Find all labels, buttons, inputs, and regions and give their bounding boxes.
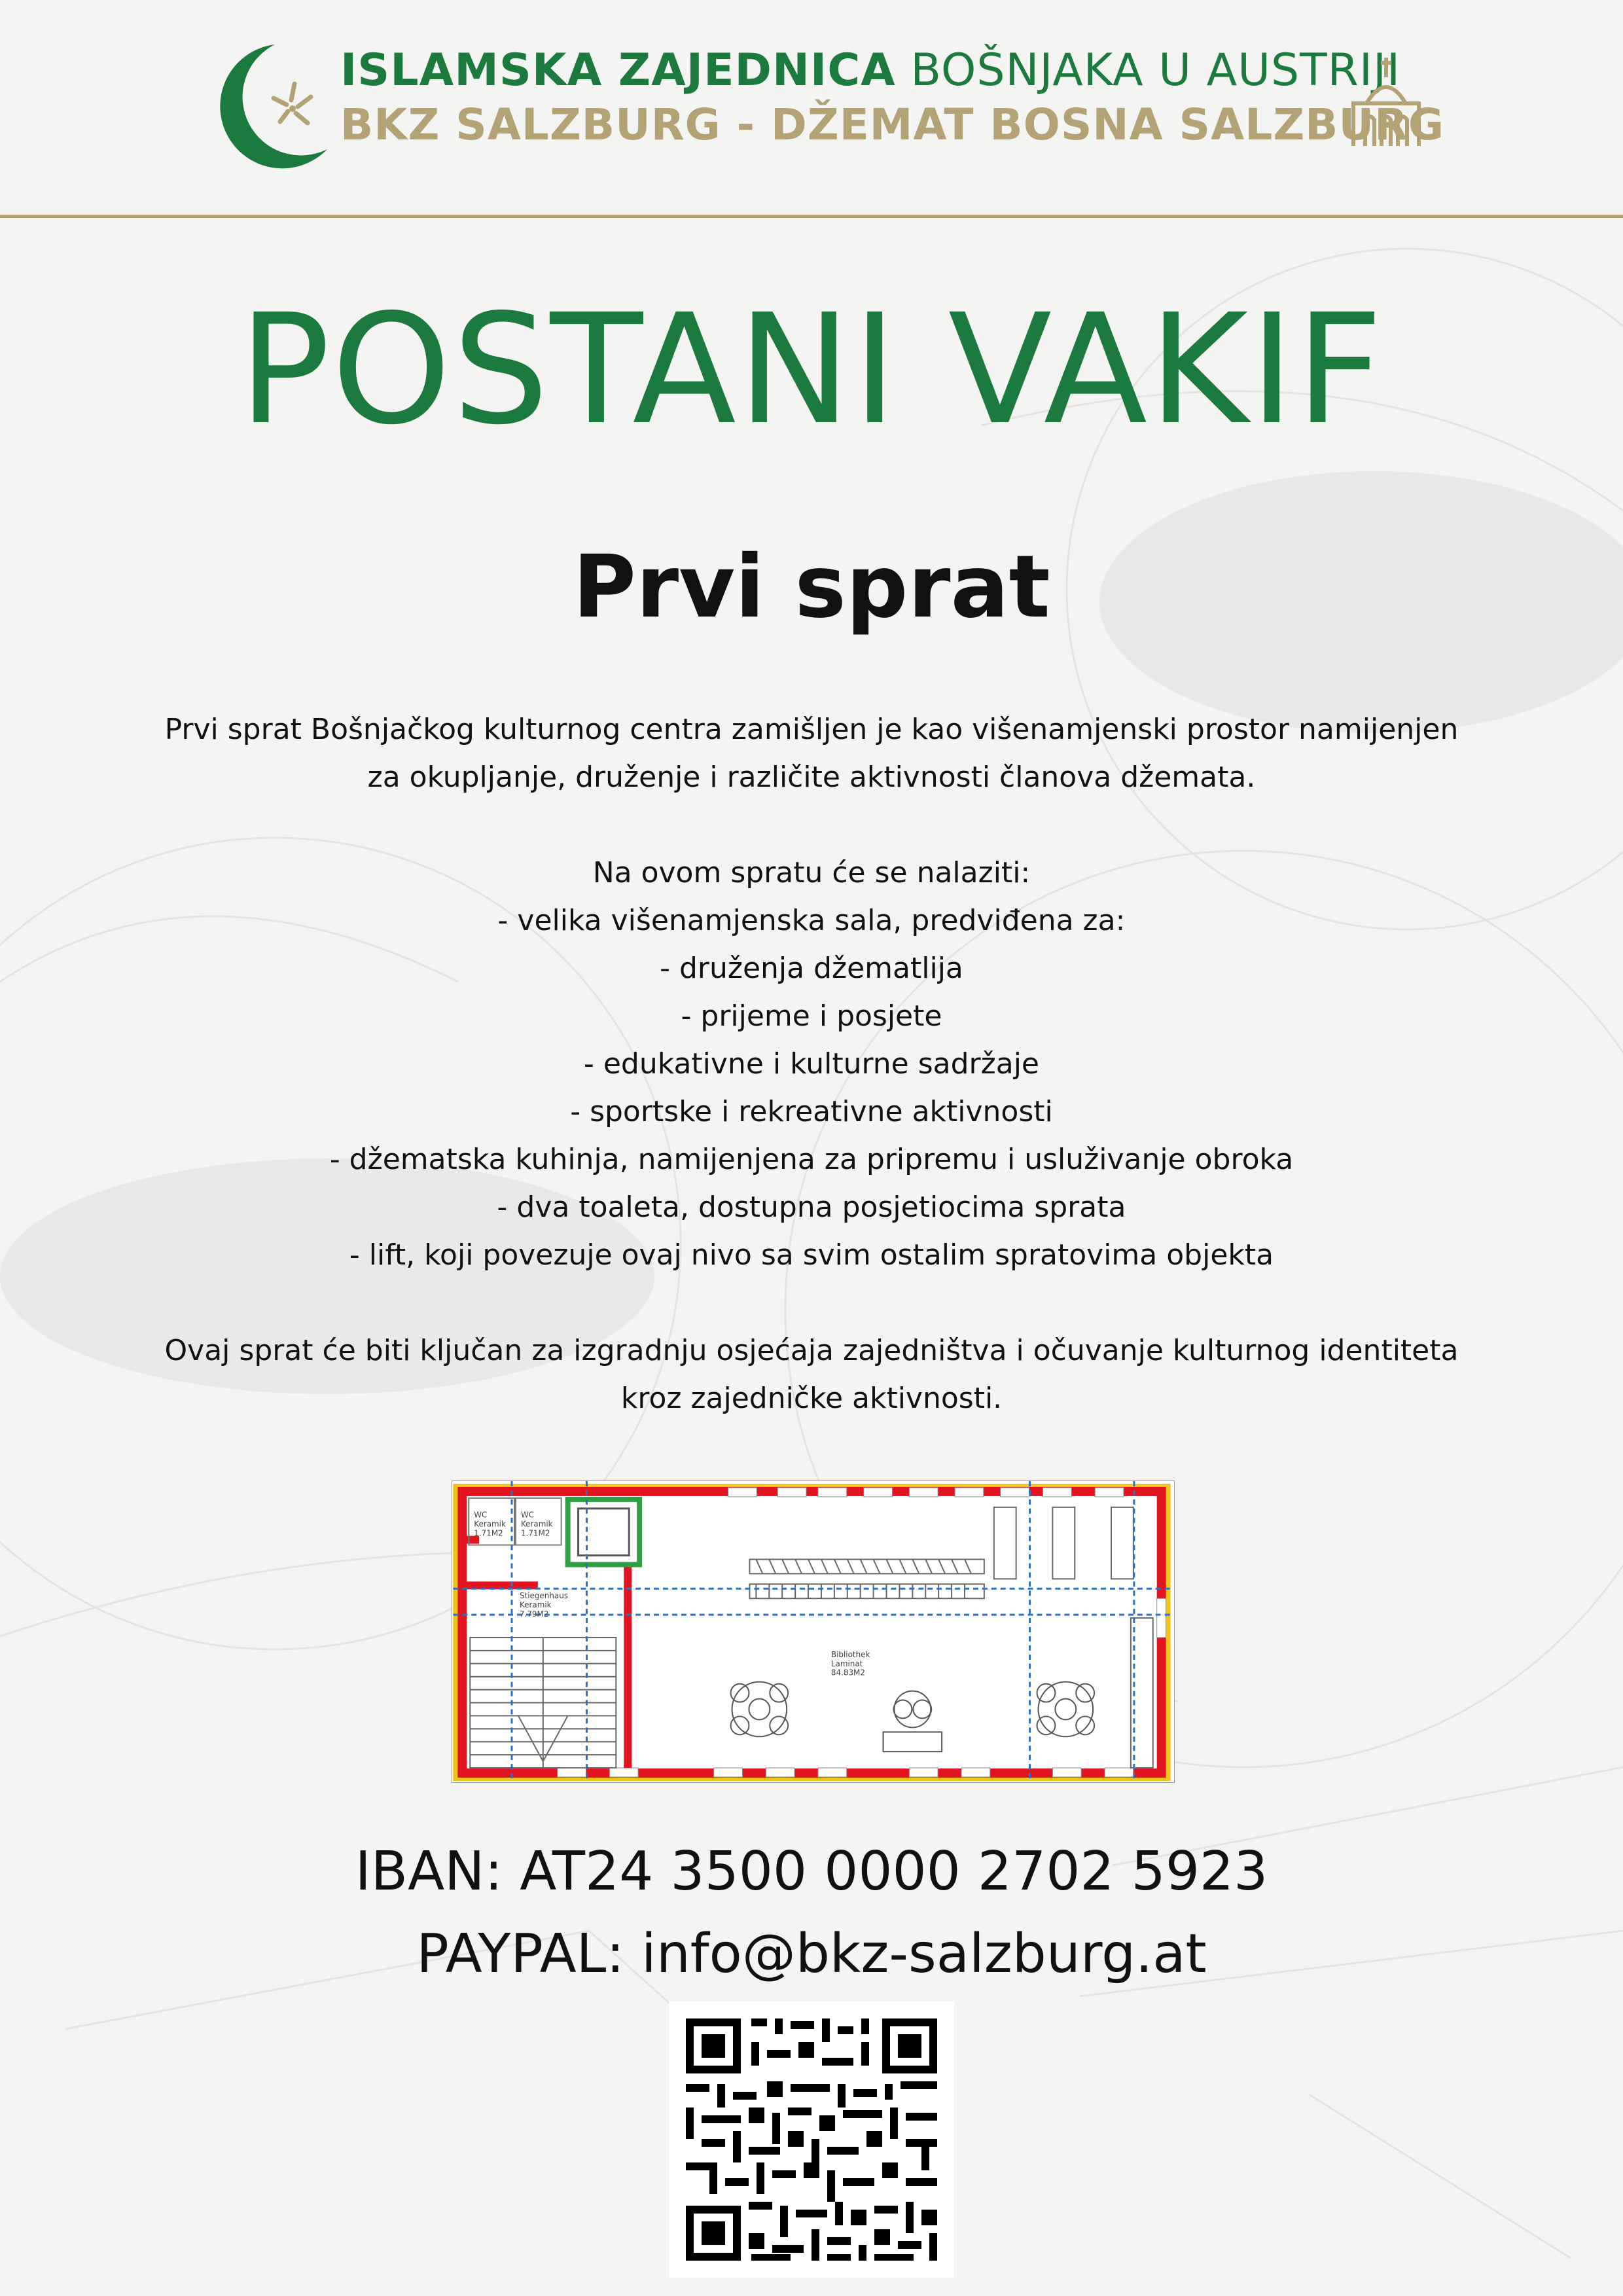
list-item: - druženja džematlija [660,952,963,985]
qr-code-icon[interactable] [669,2001,954,2278]
room-area-wc-1: 1.71M2 [474,1528,503,1538]
organization-name [340,45,1400,96]
closing-line: kroz zajedničke aktivnosti. [620,1382,1003,1415]
crescent-star-logo-icon [196,38,347,169]
room-area-stairs: 7.79M2 [519,1609,549,1619]
description [98,706,1525,1422]
organization-subtitle: BKZ SALZBURG - DŽEMAT BOSNA SALZBURG [340,99,1445,150]
room-floor-wc-2: Keramik [520,1519,553,1529]
iban-line: IBAN: AT24 3500 0000 2702 5923 [355,1840,1268,1903]
room-floor-library: Laminat [830,1659,863,1668]
room-label-wc-1: WC [474,1510,488,1520]
mosque-outline-icon [1347,51,1425,149]
intro-line: Prvi sprat Bošnjačkog kulturnog centra zamišljen je kao višenamjenski prostor namijenjen [164,713,1459,746]
list-heading: Na ovom spratu će se nalaziti: [592,856,1031,889]
closing-line: Ovaj sprat će biti ključan za izgradnju osjećaja zajedništva i očuvanje kulturnog identiteta [164,1334,1459,1367]
intro-line: za okupljanje, druženje i različite aktivnosti članova džemata. [367,761,1256,794]
list-item: - prijeme i posjete [681,999,942,1033]
organization-name-light: BOŠNJAKA U AUSTRIJI [910,45,1401,96]
room-floor-wc-1: Keramik [474,1519,506,1529]
list-item: - džematska kuhinja, namijenjena za pripremu i usluživanje obroka [329,1143,1294,1176]
room-label-library: Bibliothek [830,1649,870,1659]
list-item: - lift, koji povezuje ovaj nivo sa svim ostalim spratovima objekta [349,1238,1274,1272]
list-item: - dva toaleta, dostupna posjetiocima sprata [497,1191,1126,1224]
room-area-library: 84.83M2 [830,1668,865,1677]
room-label-wc-2: WC [520,1510,535,1520]
page-title: POSTANI VAKIF [238,281,1385,458]
organization-name-bold: ISLAMSKA ZAJEDNICA [340,45,896,96]
list-item: - edukativne i kulturne sadržaje [584,1047,1039,1081]
page-subtitle: Prvi sprat [573,537,1050,637]
header [0,0,1623,219]
room-floor-stairs: Keramik [519,1600,552,1610]
room-label-stairs: Stiegenhaus [519,1591,569,1601]
list-item: - sportske i rekreativne aktivnosti [570,1095,1053,1128]
room-area-wc-2: 1.71M2 [520,1528,550,1538]
floor-plan [452,1480,1175,1783]
list-item: - velika višenamjenska sala, predviđena za: [497,904,1126,937]
paypal-line[interactable]: PAYPAL: info@bkz-salzburg.at [416,1923,1207,1985]
header-divider [0,215,1623,218]
